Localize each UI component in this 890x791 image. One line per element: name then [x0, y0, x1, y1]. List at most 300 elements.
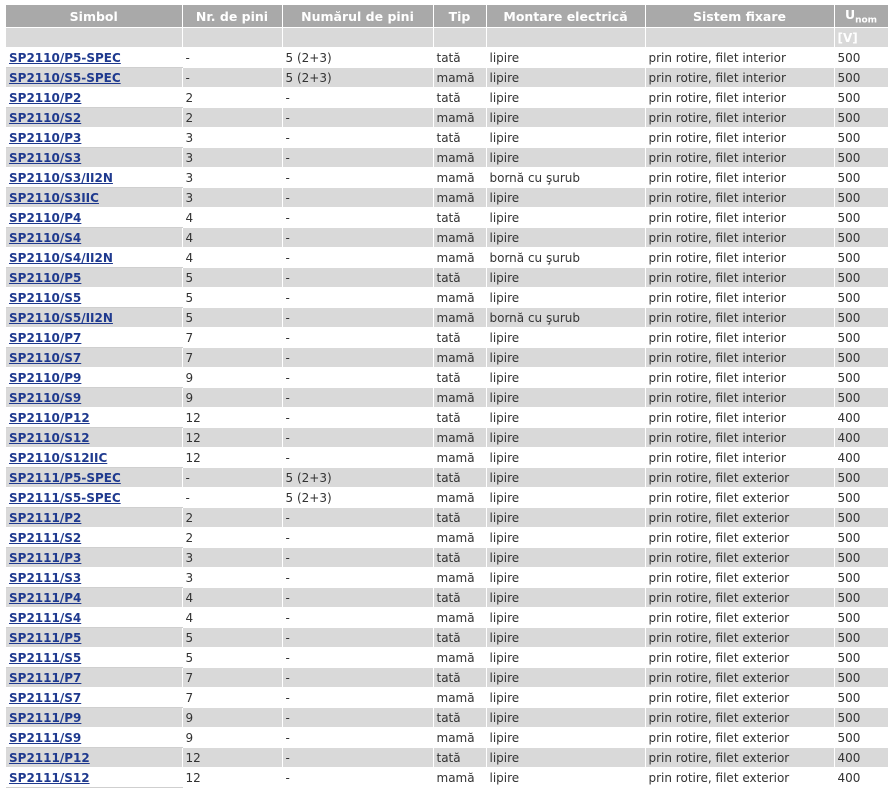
table-row — [6, 388, 888, 408]
cell-tip: mamă — [433, 388, 486, 408]
cell-simbol[interactable] — [6, 68, 182, 88]
cell-simbol[interactable] — [6, 548, 182, 568]
cell-tip: tată — [433, 468, 486, 488]
cell-simbol[interactable] — [6, 568, 182, 588]
cell-nr-pini: 2 — [182, 528, 282, 548]
cell-numarul-pini: - — [282, 308, 433, 328]
cell-simbol[interactable] — [6, 708, 182, 728]
cell-numarul-pini: - — [282, 528, 433, 548]
symbol-link[interactable]: SP2111/P5 — [9, 630, 82, 645]
cell-numarul-pini: - — [282, 348, 433, 368]
cell-unom: 500 — [834, 128, 888, 148]
cell-tip: mamă — [433, 608, 486, 628]
unom-subscript: nom — [855, 15, 878, 26]
cell-tip: tată — [433, 708, 486, 728]
cell-simbol[interactable] — [6, 388, 182, 408]
symbol-link[interactable]: SP2110/S5-SPEC — [9, 70, 121, 85]
cell-nr-pini: 9 — [182, 388, 282, 408]
cell-montare: lipire — [486, 608, 645, 628]
cell-fixare: prin rotire, filet interior — [645, 188, 834, 208]
symbol-link[interactable]: SP2111/S5 — [9, 650, 82, 665]
symbol-link[interactable]: SP2111/S2 — [9, 530, 82, 545]
symbol-link[interactable]: SP2111/S5-SPEC — [9, 490, 121, 505]
cell-fixare: prin rotire, filet interior — [645, 408, 834, 428]
cell-fixare: prin rotire, filet interior — [645, 448, 834, 468]
cell-simbol[interactable] — [6, 508, 182, 528]
header-montare[interactable]: Montare electrică — [486, 5, 645, 28]
table-row — [6, 528, 888, 548]
header-unom[interactable] — [834, 5, 888, 28]
cell-montare: lipire — [486, 228, 645, 248]
cell-fixare: prin rotire, filet interior — [645, 148, 834, 168]
symbol-link[interactable]: SP2110/S4/II2N — [9, 250, 113, 265]
cell-tip: tată — [433, 548, 486, 568]
cell-montare: lipire — [486, 408, 645, 428]
cell-fixare: prin rotire, filet exterior — [645, 628, 834, 648]
subheader-empty — [645, 28, 834, 48]
cell-nr-pini: 4 — [182, 248, 282, 268]
table-row — [6, 188, 888, 208]
cell-tip: tată — [433, 368, 486, 388]
symbol-link[interactable]: SP2110/P4 — [9, 210, 82, 225]
cell-nr-pini: 2 — [182, 508, 282, 528]
cell-nr-pini: 12 — [182, 448, 282, 468]
cell-unom: 500 — [834, 268, 888, 288]
cell-tip: mamă — [433, 148, 486, 168]
cell-numarul-pini: - — [282, 508, 433, 528]
symbol-link[interactable]: SP2111/S12 — [9, 770, 90, 785]
cell-nr-pini: 3 — [182, 188, 282, 208]
cell-tip: tată — [433, 128, 486, 148]
header-numarul-pini[interactable]: Numărul de pini — [282, 5, 433, 28]
cell-tip: tată — [433, 48, 486, 68]
cell-montare: lipire — [486, 268, 645, 288]
cell-simbol[interactable] — [6, 208, 182, 228]
cell-unom: 400 — [834, 408, 888, 428]
symbol-link[interactable]: SP2110/P5 — [9, 270, 82, 285]
cell-unom: 500 — [834, 708, 888, 728]
symbol-link[interactable]: SP2110/S5/II2N — [9, 310, 113, 325]
cell-montare: lipire — [486, 108, 645, 128]
cell-montare: lipire — [486, 208, 645, 228]
cell-simbol[interactable] — [6, 468, 182, 488]
cell-simbol[interactable] — [6, 248, 182, 268]
cell-simbol[interactable] — [6, 748, 182, 768]
cell-nr-pini: 5 — [182, 308, 282, 328]
cell-nr-pini: 3 — [182, 568, 282, 588]
cell-fixare: prin rotire, filet exterior — [645, 708, 834, 728]
cell-montare: bornă cu şurub — [486, 308, 645, 328]
symbol-link[interactable]: SP2111/P9 — [9, 710, 82, 725]
table-row — [6, 68, 888, 88]
cell-nr-pini: 5 — [182, 628, 282, 648]
product-table — [6, 5, 889, 788]
cell-nr-pini: 12 — [182, 428, 282, 448]
cell-unom: 500 — [834, 368, 888, 388]
table-row — [6, 588, 888, 608]
cell-unom: 500 — [834, 468, 888, 488]
cell-numarul-pini: - — [282, 148, 433, 168]
table-row — [6, 348, 888, 368]
cell-tip: mamă — [433, 728, 486, 748]
cell-simbol[interactable] — [6, 608, 182, 628]
cell-nr-pini: 5 — [182, 648, 282, 668]
cell-numarul-pini: 5 (2+3) — [282, 48, 433, 68]
cell-numarul-pini: - — [282, 108, 433, 128]
symbol-link[interactable]: SP2110/S4 — [9, 230, 82, 245]
cell-unom: 400 — [834, 428, 888, 448]
cell-montare: lipire — [486, 48, 645, 68]
cell-fixare: prin rotire, filet exterior — [645, 768, 834, 788]
cell-numarul-pini: - — [282, 228, 433, 248]
table-row — [6, 228, 888, 248]
cell-simbol[interactable] — [6, 188, 182, 208]
cell-numarul-pini: - — [282, 568, 433, 588]
cell-unom: 500 — [834, 688, 888, 708]
cell-simbol[interactable] — [6, 268, 182, 288]
cell-simbol[interactable] — [6, 628, 182, 648]
cell-tip: mamă — [433, 188, 486, 208]
cell-fixare: prin rotire, filet exterior — [645, 548, 834, 568]
subheader-empty — [433, 28, 486, 48]
cell-fixare: prin rotire, filet interior — [645, 368, 834, 388]
symbol-link[interactable]: SP2111/P2 — [9, 510, 82, 525]
cell-unom: 500 — [834, 308, 888, 328]
header-nr-pini[interactable]: Nr. de pini — [182, 5, 282, 28]
cell-simbol[interactable] — [6, 408, 182, 428]
cell-unom: 500 — [834, 508, 888, 528]
table-row — [6, 328, 888, 348]
symbol-link[interactable]: SP2111/S9 — [9, 730, 82, 745]
cell-tip: tată — [433, 588, 486, 608]
table-row — [6, 448, 888, 468]
table-row — [6, 608, 888, 628]
table-row — [6, 648, 888, 668]
cell-unom: 500 — [834, 348, 888, 368]
cell-numarul-pini: - — [282, 188, 433, 208]
cell-unom: 500 — [834, 168, 888, 188]
cell-simbol[interactable] — [6, 108, 182, 128]
cell-simbol[interactable] — [6, 488, 182, 508]
subheader-empty — [6, 28, 182, 48]
cell-unom: 500 — [834, 68, 888, 88]
cell-unom: 500 — [834, 328, 888, 348]
cell-numarul-pini: - — [282, 368, 433, 388]
cell-tip: tată — [433, 628, 486, 648]
cell-simbol[interactable] — [6, 148, 182, 168]
cell-tip: mamă — [433, 288, 486, 308]
symbol-link[interactable]: SP2110/S12IIC — [9, 450, 108, 465]
cell-numarul-pini: - — [282, 328, 433, 348]
cell-nr-pini: - — [182, 488, 282, 508]
cell-nr-pini: 12 — [182, 408, 282, 428]
cell-unom: 500 — [834, 608, 888, 628]
cell-tip: mamă — [433, 248, 486, 268]
cell-simbol[interactable] — [6, 368, 182, 388]
cell-unom: 500 — [834, 228, 888, 248]
cell-simbol[interactable] — [6, 768, 182, 788]
cell-numarul-pini: - — [282, 668, 433, 688]
table-row — [6, 468, 888, 488]
cell-nr-pini: 4 — [182, 588, 282, 608]
cell-nr-pini: - — [182, 68, 282, 88]
cell-montare: lipire — [486, 628, 645, 648]
cell-simbol[interactable] — [6, 728, 182, 748]
cell-numarul-pini: - — [282, 208, 433, 228]
cell-nr-pini: 12 — [182, 768, 282, 788]
cell-montare: lipire — [486, 548, 645, 568]
cell-montare: lipire — [486, 68, 645, 88]
cell-unom: 500 — [834, 488, 888, 508]
cell-montare: lipire — [486, 428, 645, 448]
cell-numarul-pini: - — [282, 128, 433, 148]
cell-unom: 500 — [834, 248, 888, 268]
cell-numarul-pini: - — [282, 608, 433, 628]
cell-montare: lipire — [486, 728, 645, 748]
symbol-link[interactable]: SP2110/S3IIC — [9, 190, 99, 205]
symbol-link[interactable]: SP2111/S7 — [9, 690, 82, 705]
table-row — [6, 508, 888, 528]
cell-montare: lipire — [486, 368, 645, 388]
cell-unom: 400 — [834, 448, 888, 468]
symbol-link[interactable]: SP2110/S9 — [9, 390, 82, 405]
cell-simbol[interactable] — [6, 448, 182, 468]
cell-montare: lipire — [486, 688, 645, 708]
cell-simbol[interactable] — [6, 348, 182, 368]
unom-symbol: U — [844, 6, 856, 22]
cell-tip: mamă — [433, 68, 486, 88]
cell-unom: 400 — [834, 748, 888, 768]
cell-unom: 500 — [834, 628, 888, 648]
cell-fixare: prin rotire, filet interior — [645, 108, 834, 128]
cell-fixare: prin rotire, filet interior — [645, 288, 834, 308]
cell-simbol[interactable] — [6, 428, 182, 448]
cell-simbol[interactable] — [6, 308, 182, 328]
header-simbol[interactable]: Simbol — [6, 5, 182, 28]
cell-montare: lipire — [486, 568, 645, 588]
cell-unom: 500 — [834, 648, 888, 668]
table-subheader-row — [6, 28, 888, 48]
cell-montare: lipire — [486, 768, 645, 788]
cell-tip: mamă — [433, 168, 486, 188]
cell-tip: mamă — [433, 568, 486, 588]
cell-tip: mamă — [433, 648, 486, 668]
cell-numarul-pini: - — [282, 428, 433, 448]
cell-fixare: prin rotire, filet exterior — [645, 468, 834, 488]
cell-fixare: prin rotire, filet exterior — [645, 668, 834, 688]
cell-fixare: prin rotire, filet exterior — [645, 568, 834, 588]
cell-nr-pini: - — [182, 468, 282, 488]
cell-tip: tată — [433, 208, 486, 228]
table-row — [6, 408, 888, 428]
cell-nr-pini: 4 — [182, 608, 282, 628]
cell-numarul-pini: - — [282, 708, 433, 728]
cell-tip: mamă — [433, 428, 486, 448]
cell-nr-pini: 5 — [182, 288, 282, 308]
cell-tip: tată — [433, 268, 486, 288]
cell-simbol[interactable] — [6, 648, 182, 668]
cell-fixare: prin rotire, filet interior — [645, 168, 834, 188]
symbol-link[interactable]: SP2111/S4 — [9, 610, 82, 625]
subheader-empty — [182, 28, 282, 48]
symbol-link[interactable]: SP2111/S3 — [9, 570, 82, 585]
table-row — [6, 668, 888, 688]
cell-simbol[interactable] — [6, 328, 182, 348]
cell-montare: bornă cu şurub — [486, 248, 645, 268]
cell-numarul-pini: - — [282, 628, 433, 648]
symbol-link[interactable]: SP2110/P9 — [9, 370, 82, 385]
cell-tip: mamă — [433, 488, 486, 508]
symbol-link[interactable]: SP2111/P7 — [9, 670, 82, 685]
cell-unom: 500 — [834, 108, 888, 128]
table-row — [6, 568, 888, 588]
cell-simbol[interactable] — [6, 228, 182, 248]
table-row — [6, 88, 888, 108]
table-row — [6, 368, 888, 388]
symbol-link[interactable]: SP2110/P7 — [9, 330, 82, 345]
cell-tip: mamă — [433, 108, 486, 128]
cell-simbol[interactable] — [6, 88, 182, 108]
cell-unom: 500 — [834, 388, 888, 408]
symbol-link[interactable]: SP2110/S5 — [9, 290, 82, 305]
cell-montare: lipire — [486, 328, 645, 348]
cell-numarul-pini: - — [282, 248, 433, 268]
cell-nr-pini: 9 — [182, 368, 282, 388]
cell-montare: lipire — [486, 508, 645, 528]
cell-montare: lipire — [486, 448, 645, 468]
table-row — [6, 308, 888, 328]
symbol-link[interactable]: SP2110/P2 — [9, 90, 82, 105]
cell-montare: bornă cu şurub — [486, 168, 645, 188]
symbol-link[interactable]: SP2111/P5-SPEC — [9, 470, 121, 485]
table-row — [6, 628, 888, 648]
symbol-link[interactable]: SP2110/S7 — [9, 350, 82, 365]
table-row — [6, 768, 888, 788]
cell-numarul-pini: - — [282, 728, 433, 748]
cell-numarul-pini: 5 (2+3) — [282, 488, 433, 508]
cell-montare: lipire — [486, 388, 645, 408]
cell-nr-pini: 4 — [182, 208, 282, 228]
cell-tip: mamă — [433, 348, 486, 368]
cell-nr-pini: 5 — [182, 268, 282, 288]
cell-numarul-pini: - — [282, 288, 433, 308]
cell-tip: mamă — [433, 768, 486, 788]
cell-fixare: prin rotire, filet exterior — [645, 528, 834, 548]
cell-fixare: prin rotire, filet interior — [645, 248, 834, 268]
cell-fixare: prin rotire, filet interior — [645, 348, 834, 368]
cell-nr-pini: 7 — [182, 348, 282, 368]
cell-simbol[interactable] — [6, 528, 182, 548]
cell-montare: lipire — [486, 288, 645, 308]
cell-simbol[interactable] — [6, 48, 182, 68]
cell-nr-pini: 7 — [182, 328, 282, 348]
cell-nr-pini: 4 — [182, 228, 282, 248]
cell-montare: lipire — [486, 528, 645, 548]
cell-fixare: prin rotire, filet exterior — [645, 748, 834, 768]
cell-fixare: prin rotire, filet interior — [645, 428, 834, 448]
cell-numarul-pini: - — [282, 588, 433, 608]
cell-numarul-pini: - — [282, 268, 433, 288]
table-row — [6, 688, 888, 708]
table-row — [6, 488, 888, 508]
cell-numarul-pini: - — [282, 648, 433, 668]
cell-fixare: prin rotire, filet interior — [645, 88, 834, 108]
header-tip[interactable]: Tip — [433, 5, 486, 28]
cell-numarul-pini: - — [282, 408, 433, 428]
cell-unom: 500 — [834, 48, 888, 68]
cell-montare: lipire — [486, 348, 645, 368]
cell-montare: lipire — [486, 708, 645, 728]
cell-numarul-pini: - — [282, 548, 433, 568]
cell-nr-pini: - — [182, 48, 282, 68]
symbol-link[interactable]: SP2110/P12 — [9, 410, 90, 425]
table-row — [6, 148, 888, 168]
cell-simbol[interactable] — [6, 168, 182, 188]
cell-tip: mamă — [433, 528, 486, 548]
table-row — [6, 548, 888, 568]
cell-fixare: prin rotire, filet interior — [645, 308, 834, 328]
subheader-empty — [282, 28, 433, 48]
cell-tip: mamă — [433, 228, 486, 248]
table-row — [6, 748, 888, 768]
symbol-link[interactable]: SP2110/S3 — [9, 150, 82, 165]
cell-fixare: prin rotire, filet exterior — [645, 688, 834, 708]
cell-tip: tată — [433, 88, 486, 108]
header-fixare[interactable]: Sistem fixare — [645, 5, 834, 28]
cell-tip: mamă — [433, 688, 486, 708]
cell-nr-pini: 3 — [182, 128, 282, 148]
symbol-link[interactable]: SP2110/S3/II2N — [9, 170, 113, 185]
symbol-link[interactable]: SP2111/P4 — [9, 590, 82, 605]
cell-fixare: prin rotire, filet exterior — [645, 488, 834, 508]
cell-unom: 500 — [834, 208, 888, 228]
cell-montare: lipire — [486, 148, 645, 168]
cell-montare: lipire — [486, 128, 645, 148]
cell-unom: 500 — [834, 568, 888, 588]
symbol-link[interactable]: SP2111/P12 — [9, 750, 90, 765]
cell-fixare: prin rotire, filet interior — [645, 328, 834, 348]
cell-nr-pini: 7 — [182, 668, 282, 688]
cell-nr-pini: 2 — [182, 108, 282, 128]
symbol-link[interactable]: SP2110/S12 — [9, 430, 90, 445]
table-row — [6, 108, 888, 128]
cell-nr-pini: 9 — [182, 708, 282, 728]
table-row — [6, 208, 888, 228]
cell-nr-pini: 9 — [182, 728, 282, 748]
symbol-link[interactable]: SP2111/P3 — [9, 550, 82, 565]
cell-simbol[interactable] — [6, 588, 182, 608]
cell-montare: lipire — [486, 88, 645, 108]
cell-simbol[interactable] — [6, 688, 182, 708]
cell-nr-pini: 2 — [182, 88, 282, 108]
cell-numarul-pini: - — [282, 688, 433, 708]
symbol-link[interactable]: SP2110/P5-SPEC — [9, 50, 121, 65]
cell-numarul-pini: - — [282, 748, 433, 768]
symbol-link[interactable]: SP2110/P3 — [9, 130, 82, 145]
cell-montare: lipire — [486, 588, 645, 608]
table-body — [6, 48, 888, 788]
cell-montare: lipire — [486, 668, 645, 688]
cell-numarul-pini: 5 (2+3) — [282, 68, 433, 88]
cell-simbol[interactable] — [6, 288, 182, 308]
symbol-link[interactable]: SP2110/S2 — [9, 110, 82, 125]
cell-simbol[interactable] — [6, 668, 182, 688]
cell-montare: lipire — [486, 188, 645, 208]
cell-unom: 500 — [834, 588, 888, 608]
cell-fixare: prin rotire, filet exterior — [645, 508, 834, 528]
cell-simbol[interactable] — [6, 128, 182, 148]
cell-nr-pini: 3 — [182, 148, 282, 168]
